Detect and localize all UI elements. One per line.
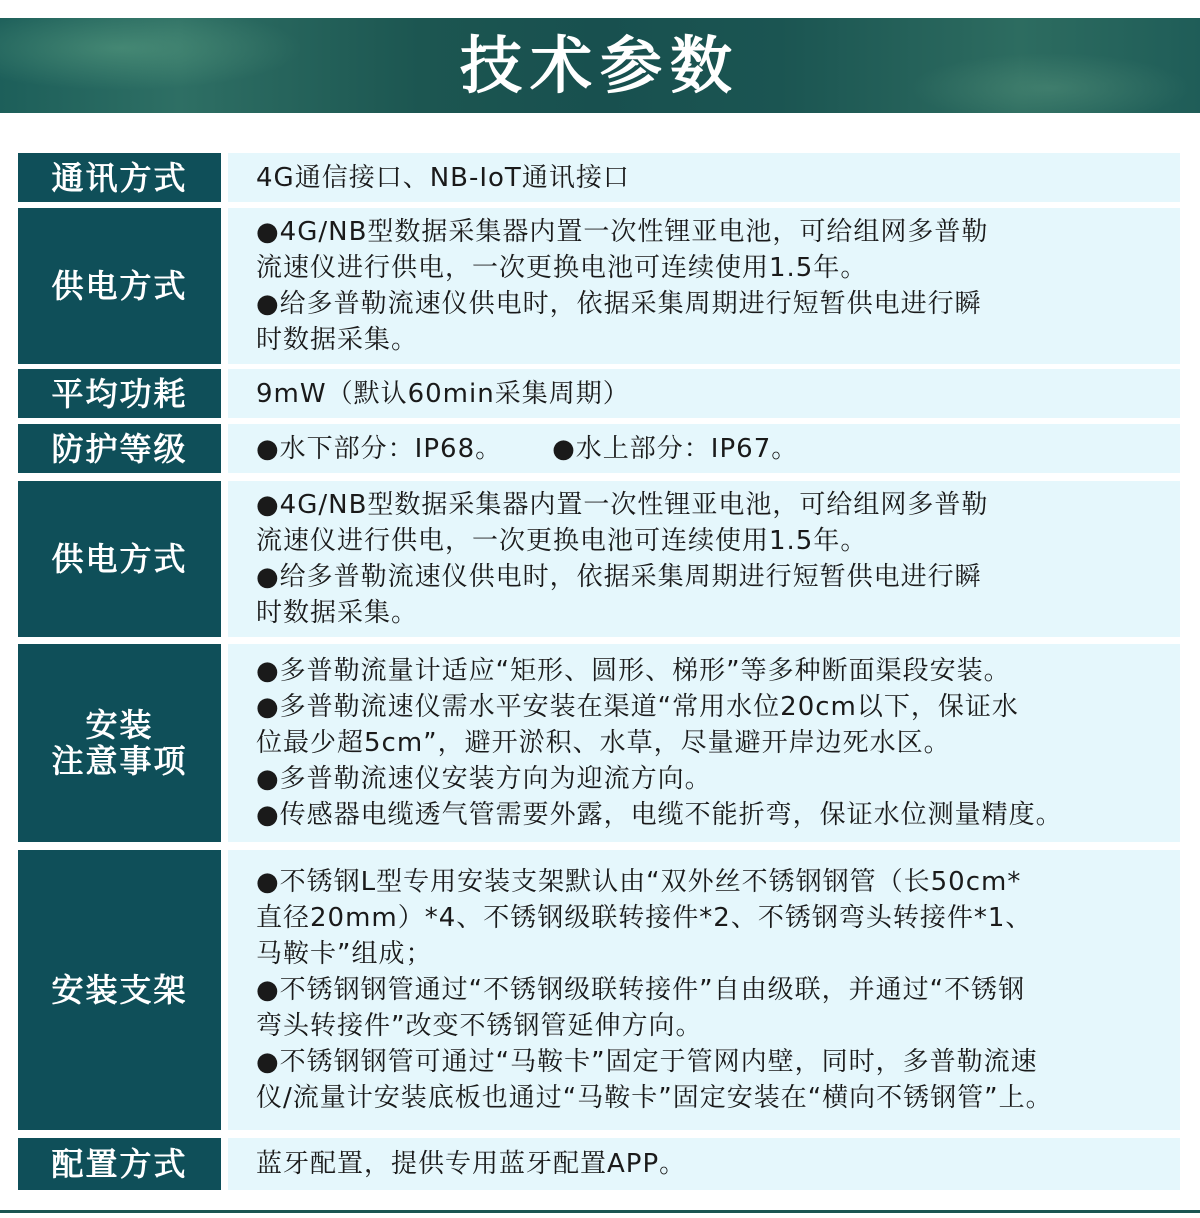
text-line: ●不锈钢钢管可通过“马鞍卡”固定于管网内壁，同时，多普勒流速 [256,1047,1038,1077]
text-line: 蓝牙配置，提供专用蓝牙配置APP。 [256,1149,687,1179]
header-banner [0,18,1200,113]
text-line: 马鞍卡”组成； [256,939,433,969]
text-line: 9mW（默认60min采集周期） [256,378,630,409]
row-label-installation-notes [18,644,221,842]
label-line: 安装 [85,706,154,744]
row-label-power-consumption: 平均功耗 [18,369,221,418]
row-label-communication: 通讯方式 [18,153,221,202]
page-title: 技术参数 [459,29,740,102]
text-line: ●多普勒流速仪需水平安装在渠道“常用水位20cm以下，保证水 [256,692,1019,722]
row-content-installation-notes [228,644,1180,842]
text-line: ●传感器电缆透气管需要外露，电缆不能折弯，保证水位测量精度。 [256,800,1063,830]
bottom-divider [0,1210,1200,1213]
row-content-communication [228,153,1180,202]
label-line: 注意事项 [51,742,188,780]
row-label-power-supply-2: 供电方式 [18,481,221,637]
text-line: 直径20mm）*4、不锈钢级联转接件*2、不锈钢弯头转接件*1、 [256,903,1033,933]
protection-values [256,431,1176,467]
text-line: 弯头转接件”改变不锈钢管延伸方向。 [256,1011,703,1041]
row-label-power-supply: 供电方式 [18,208,221,364]
text-line: ●给多普勒流速仪供电时，依据采集周期进行短暂供电进行瞬 [256,289,982,319]
row-content-mounting-bracket [228,850,1180,1130]
text-line: 4G通信接口、NB-IoT通讯接口 [256,162,630,193]
text-line: ●给多普勒流速仪供电时，依据采集周期进行短暂供电进行瞬 [256,562,982,592]
text-line: 位最少超5cm”，避开淤积、水草，尽量避开岸边死水区。 [256,728,951,758]
row-label-configuration: 配置方式 [18,1138,221,1190]
text-line: 时数据采集。 [256,325,419,355]
row-content-power-supply-2 [228,481,1180,637]
text-line: ●不锈钢钢管通过“不锈钢级联转接件”自由级联，并通过“不锈钢 [256,975,1026,1005]
text-line: ●多普勒流量计适应“矩形、圆形、梯形”等多种断面渠段安装。 [256,656,1011,686]
underwater-rating: ●水下部分：IP68。 [256,433,503,464]
text-line: 时数据采集。 [256,598,419,628]
text-line: ●4G/NB型数据采集器内置一次性锂亚电池，可给组网多普勒 [256,490,989,520]
text-line: ●多普勒流速仪安装方向为迎流方向。 [256,764,712,794]
abovewater-rating: ●水上部分：IP67。 [552,433,799,464]
text-line: 流速仪进行供电，一次更换电池可连续使用1.5年。 [256,526,868,556]
row-content-power-supply [228,208,1180,364]
row-label-protection-level: 防护等级 [18,424,221,473]
text-line: 流速仪进行供电，一次更换电池可连续使用1.5年。 [256,253,868,283]
text-line: ●不锈钢L型专用安装支架默认由“双外丝不锈钢钢管（长50cm* [256,867,1022,897]
text-line: ●4G/NB型数据采集器内置一次性锂亚电池，可给组网多普勒 [256,217,989,247]
row-content-power-consumption [228,369,1180,418]
row-label-mounting-bracket: 安装支架 [18,850,221,1130]
row-content-configuration [228,1138,1180,1190]
row-content-protection-level [228,424,1180,473]
text-line: 仪/流量计安装底板也通过“马鞍卡”固定安装在“横向不锈钢管”上。 [256,1083,1053,1113]
